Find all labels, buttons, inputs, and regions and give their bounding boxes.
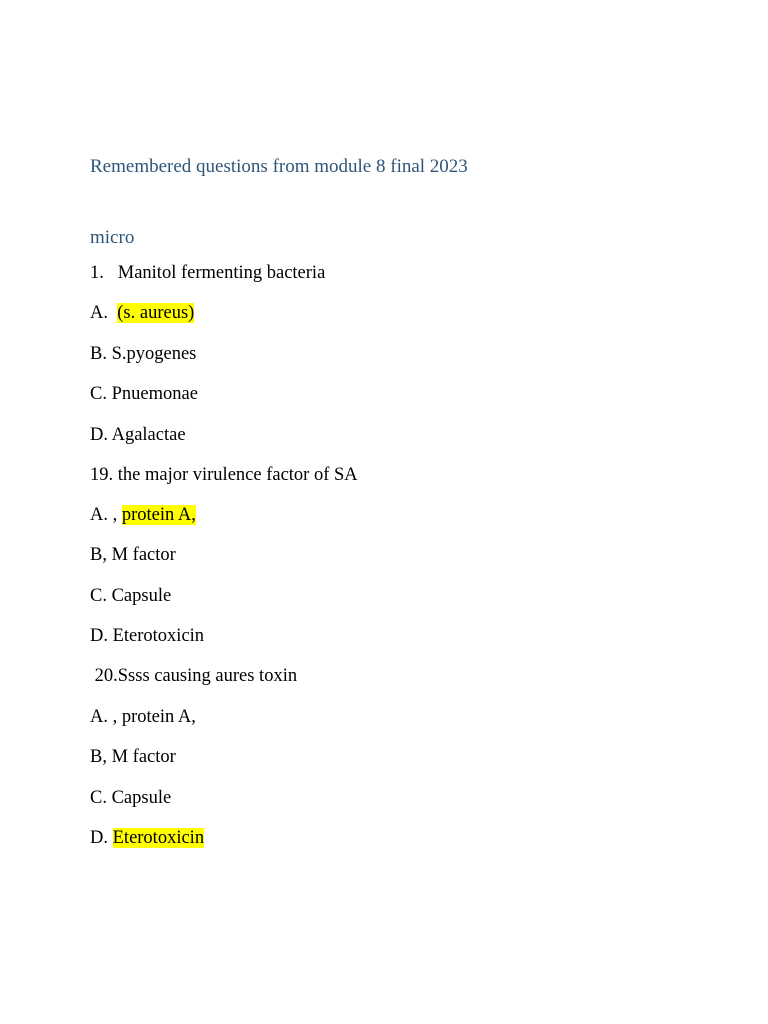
section-label: micro <box>90 227 135 248</box>
question-19-option-d: D. Eterotoxicin <box>90 626 205 646</box>
question-1-option-b: B. S.pyogenes <box>90 344 197 364</box>
highlighted-answer: protein A, <box>121 505 196 525</box>
question-19-option-a <box>90 502 196 528</box>
question-1-option-a <box>90 300 194 326</box>
highlighted-answer: (s. aureus) <box>117 303 195 323</box>
option-prefix: A. , <box>90 505 122 525</box>
question-1-option-d: D. Agalactae <box>90 425 186 445</box>
question-20-option-d <box>90 825 204 851</box>
question-19-option-b: B, M factor <box>90 545 176 565</box>
question-20-option-b: B, M factor <box>90 747 176 767</box>
question-1-prompt: 1. Manitol fermenting bacteria <box>90 263 326 283</box>
question-20-option-c: C. Capsule <box>90 788 172 808</box>
question-20-option-a: A. , protein A, <box>90 707 196 727</box>
document-title: Remembered questions from module 8 final 2023 <box>90 156 468 177</box>
option-prefix: D. <box>90 828 113 848</box>
option-prefix: A. <box>90 303 118 323</box>
question-20-prompt: 20.Ssss causing aures toxin <box>90 666 298 686</box>
question-1-option-c: C. Pnuemonae <box>90 384 198 404</box>
question-19-prompt: 19. the major virulence factor of SA <box>90 465 358 485</box>
question-19-option-c: C. Capsule <box>90 586 172 606</box>
highlighted-answer: Eterotoxicin <box>112 828 205 848</box>
